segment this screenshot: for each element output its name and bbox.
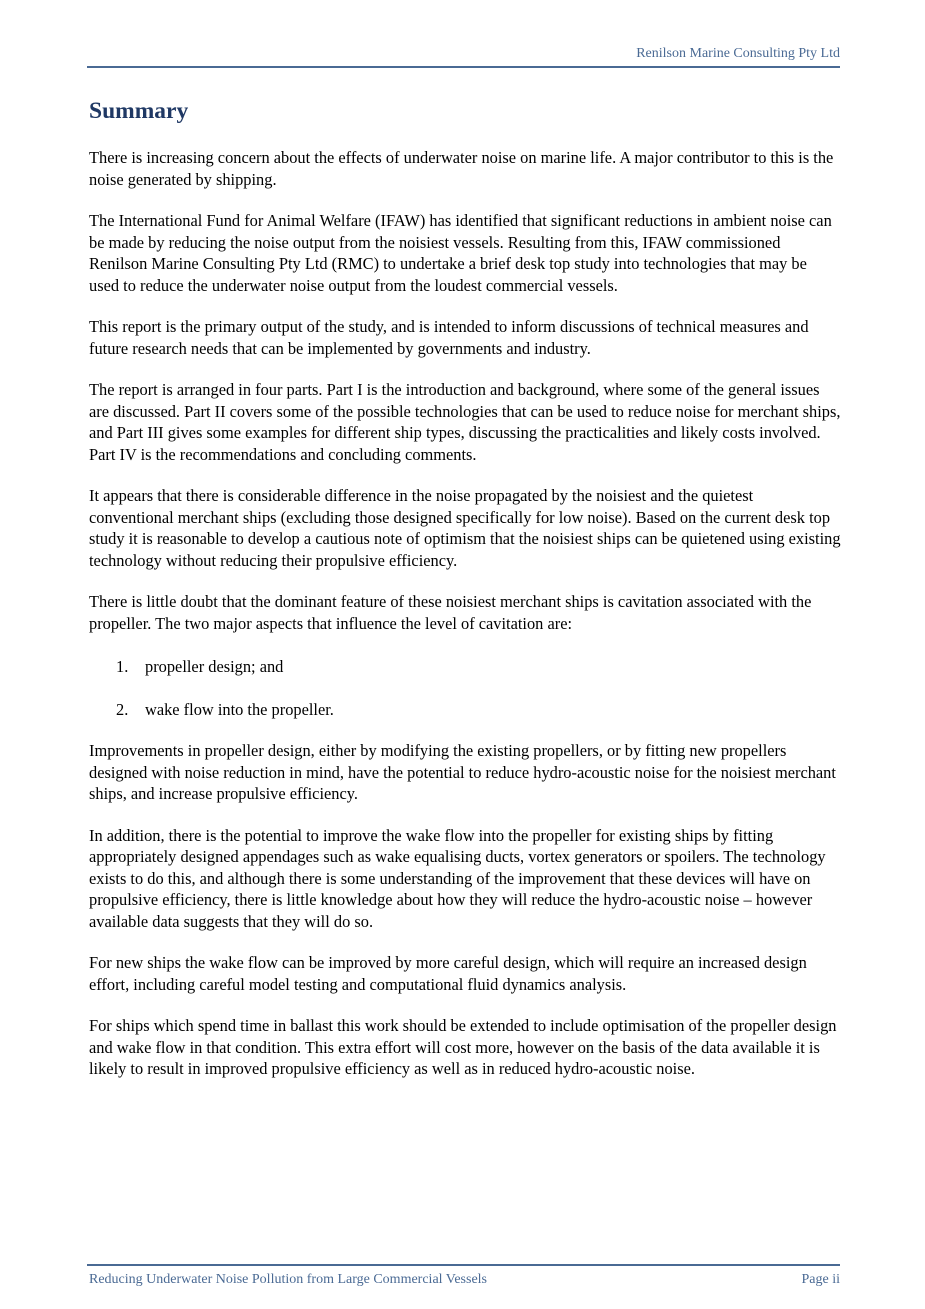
paragraph-ballast: For ships which spend time in ballast this work should be extended to include optimisation of the propeller design and wake flow in that condition. This extra effort will cost more, however on the basis of the data available it is likely to result in improved propulsive efficiency as well as in reduced hydro-acoustic noise.	[89, 1016, 837, 1078]
paragraph-wake-appendages: In addition, there is the potential to improve the wake flow into the propeller for existing ships by fitting appropriately designed appendages such as wake equalising ducts, vortex generators or spoilers. The technology exists to do this, and although there is some understanding of the improvement that these devices will have on propulsive efficiency, there is little knowledge about how they will reduce the hydro-acoustic noise – however available data suggests that they will do so.	[89, 825, 826, 931]
section-title: Summary	[89, 98, 189, 124]
list-item-number: 1.	[116, 656, 129, 676]
paragraph-ifaw: The International Fund for Animal Welfare (IFAW) has identified that significant reductions in ambient noise can be made by reducing the noise output from the noisiest vessels. Resulting from this, IFAW commissioned Renilson Marine Consulting Pty Ltd (RMC) to undertake a brief desk top study into technologies that may be used to reduce the underwater noise output from the loudest commercial vessels.	[89, 211, 832, 295]
page-header	[87, 44, 840, 68]
paragraph-report-structure: The report is arranged in four parts. Part I is the introduction and background, where some of the general issues are discussed. Part II covers some of the possible technologies that can be used to reduce noise for merchant ships, and Part III gives some examples for different ship types, discussing the practicalities and likely costs involved. Part IV is the recommendations and concluding comments.	[89, 380, 841, 464]
paragraph-intro: There is increasing concern about the effects of underwater noise on marine life. A major contributor to this is the noise generated by shipping.	[89, 148, 834, 189]
list-item	[89, 656, 841, 678]
cavitation-aspects-list	[89, 656, 841, 721]
header-company-name: Renilson Marine Consulting Pty Ltd	[636, 46, 840, 61]
page-footer	[87, 1264, 840, 1292]
paragraph-propeller-improvements: Improvements in propeller design, either by modifying the existing propellers, or by fitting new propellers designed with noise reduction in mind, have the potential to reduce hydro-acoustic noise for the noisiest merchant ships, and increase propulsive efficiency.	[89, 741, 836, 803]
list-item-text: wake flow into the propeller.	[145, 699, 334, 719]
list-item	[89, 699, 841, 721]
paragraph-noise-difference: It appears that there is considerable difference in the noise propagated by the noisiest and the quietest conventional merchant ships (excluding those designed specifically for low noise). Based on the current desk top study it is reasonable to develop a cautious note of optimism that the noisiest ships can be quietened using existing technology without reducing their propulsive efficiency.	[89, 486, 841, 570]
paragraph-report-purpose: This report is the primary output of the study, and is intended to inform discussions of technical measures and future research needs that can be implemented by governments and industry.	[89, 317, 809, 358]
footer-document-title: Reducing Underwater Noise Pollution from Large Commercial Vessels	[89, 1272, 488, 1287]
page-content	[89, 94, 841, 1080]
paragraph-new-ships: For new ships the wake flow can be improved by more careful design, which will require an increased design effort, including careful model testing and computational fluid dynamics analysis.	[89, 953, 807, 994]
paragraph-cavitation: There is little doubt that the dominant feature of these noisiest merchant ships is cavitation associated with the propeller. The two major aspects that influence the level of cavitation are:	[89, 592, 812, 633]
list-item-number: 2.	[116, 699, 129, 719]
list-item-text: propeller design; and	[145, 656, 284, 676]
footer-page-number: Page ii	[801, 1272, 840, 1287]
